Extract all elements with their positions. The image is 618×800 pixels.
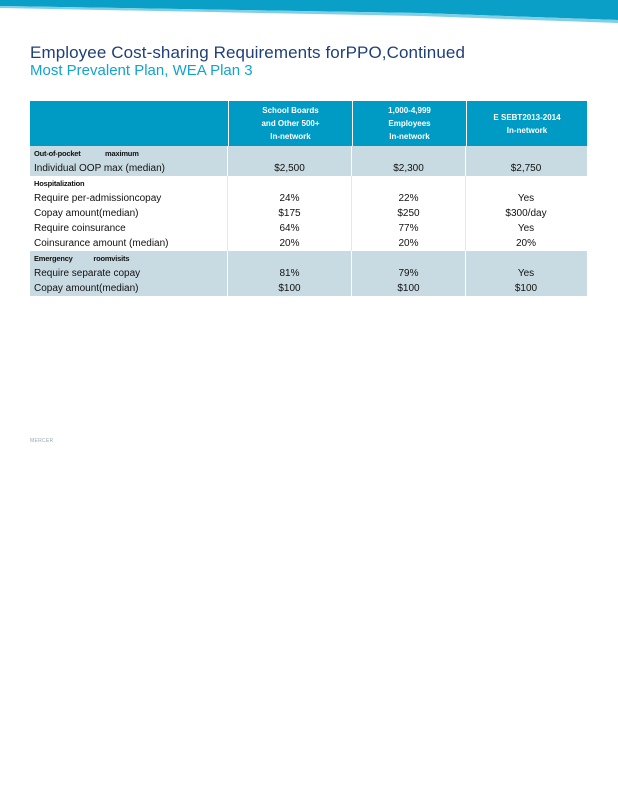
column-header-line: In-network	[270, 132, 311, 141]
cost-sharing-table	[30, 101, 587, 296]
table-row	[30, 221, 587, 236]
table-row	[30, 191, 587, 206]
column-header-line: In-network	[389, 132, 430, 141]
value-cell: 24%	[228, 191, 352, 206]
value-cell: $2,300	[352, 161, 466, 176]
section-label-text: Out-of-pocket maximum	[34, 149, 139, 158]
empty-cell	[228, 176, 352, 191]
value-cell: 20%	[515, 238, 536, 249]
column-header-line: and Other 500+	[261, 119, 320, 128]
column-header-line: School Boards	[262, 106, 319, 115]
row-label: Copay amount(median)	[30, 206, 228, 221]
empty-cell	[352, 146, 466, 161]
empty-cell	[352, 251, 466, 266]
column-header-1000-4999	[353, 101, 467, 146]
empty-cell	[466, 176, 586, 191]
column-header-line: E SEBT2013-2014	[493, 112, 561, 122]
empty-cell	[352, 176, 466, 191]
row-label: Require per-admissioncopay	[30, 191, 228, 206]
empty-cell	[466, 251, 586, 266]
column-header-line: Employees	[388, 119, 431, 128]
row-label: Coinsurance amount (median)	[30, 236, 228, 251]
value-cell: $100	[228, 281, 352, 296]
value-cell: $2,750	[510, 163, 542, 174]
value-cell: Yes	[517, 223, 535, 234]
value-cell: 64%	[228, 221, 352, 236]
value-cell: Yes	[517, 268, 535, 279]
value-cell: 22%	[352, 191, 466, 206]
top-decorative-band	[0, 0, 618, 26]
empty-cell	[228, 146, 352, 161]
table-row	[30, 206, 587, 221]
value-cell: $250	[352, 206, 466, 221]
value-cell: $2,500	[228, 161, 352, 176]
empty-cell	[466, 146, 586, 161]
value-cell: Yes	[517, 193, 535, 204]
row-label: Individual OOP max (median)	[30, 161, 228, 176]
value-cell: 20%	[228, 236, 352, 251]
value-cell: $100	[514, 283, 538, 294]
header-blank-cell	[30, 101, 229, 146]
value-cell: 79%	[352, 266, 466, 281]
value-cell: 77%	[352, 221, 466, 236]
value-cell: 81%	[228, 266, 352, 281]
section-label: Hospitalization	[30, 176, 228, 191]
title-block	[30, 44, 465, 79]
section-row-out-of-pocket	[30, 146, 587, 161]
table-row	[30, 281, 587, 296]
footer-logo-text: MERCER	[30, 438, 54, 444]
row-label: Copay amount(median)	[30, 281, 228, 296]
column-header-school-boards	[229, 101, 353, 146]
value-cell: $300/day	[505, 208, 547, 219]
table-row	[30, 236, 587, 251]
page-title: Employee Cost-sharing Requirements forPPO,Continued	[30, 43, 466, 62]
value-cell: $100	[352, 281, 466, 296]
value-cell: $175	[228, 206, 352, 221]
column-header-line: In-network	[506, 125, 548, 135]
table-row	[30, 161, 587, 176]
column-header-line: 1,000-4,999	[388, 106, 431, 115]
section-label-text: Emergency roomvisits	[34, 254, 130, 263]
row-label: Require separate copay	[30, 266, 228, 281]
section-label	[30, 251, 228, 266]
empty-cell	[228, 251, 352, 266]
column-header-esebt	[467, 101, 587, 146]
section-row-emergency	[30, 251, 587, 266]
section-label	[30, 146, 228, 161]
section-row-hospitalization	[30, 176, 587, 191]
table-header	[30, 101, 587, 146]
table-row	[30, 266, 587, 281]
value-cell: 20%	[352, 236, 466, 251]
row-label: Require coinsurance	[30, 221, 228, 236]
page-subtitle: Most Prevalent Plan, WEA Plan 3	[30, 62, 253, 79]
